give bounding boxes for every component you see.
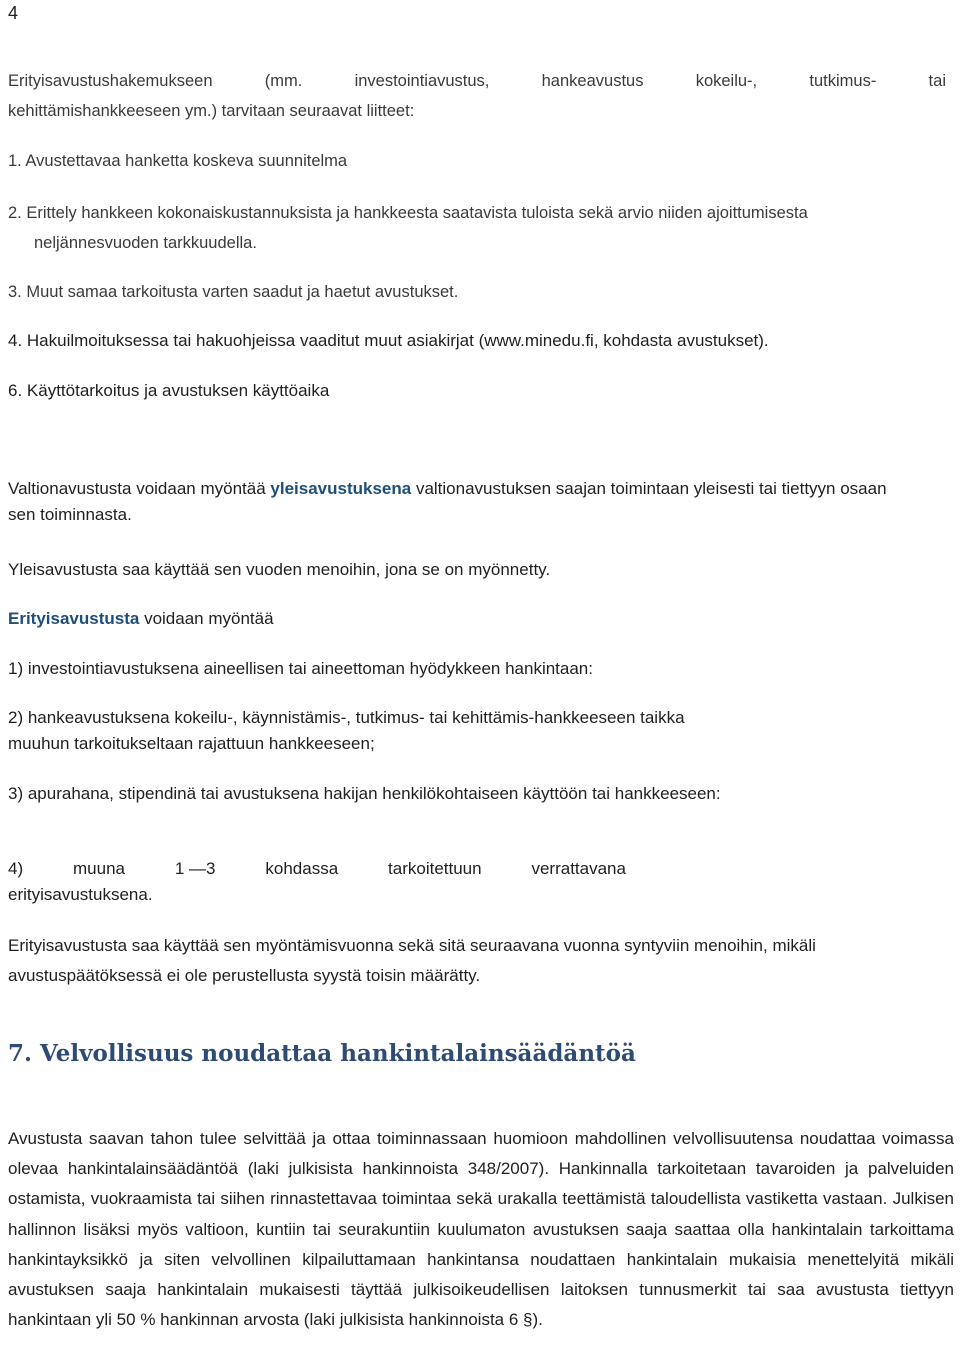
special-item-2: 2) hankeavustuksena kokeilu-, käynnistämis-, tutkimus- tai kehittämis-hankkeeseen taikka muuhun tarkoitukseltaan rajattuun hankkeeseen; xyxy=(8,708,685,753)
item4-word: tarkoitettuun xyxy=(388,859,482,878)
general-suffix: valtionavustuksen saajan toimintaan yleisesti tai tiettyyn osaan sen toiminnasta. xyxy=(8,479,887,524)
attachment-item-3: 3. Muut samaa tarkoitusta varten saadut ja haetut avustukset. xyxy=(8,283,459,301)
item4-word: muuna xyxy=(73,859,125,878)
general-grant-paragraph xyxy=(8,476,908,528)
special-item-3: 3) apurahana, stipendinä tai avustuksena hakijan henkilökohtaiseen käyttöön tai hankkeeseen: xyxy=(8,784,721,803)
special-item-4-tail: erityisavustuksena. xyxy=(8,885,153,904)
special-suffix: voidaan myöntää xyxy=(139,609,274,628)
general-term: yleisavustuksena xyxy=(270,479,412,498)
item4-word: 1 —3 xyxy=(174,859,216,878)
attachment-item-4: 4. Hakuilmoituksessa tai hakuohjeissa vaaditut muut asiakirjat (www.minedu.fi, kohdasta avustukset). xyxy=(8,331,769,350)
special-term: Erityisavustusta xyxy=(8,609,140,628)
special-usage: Erityisavustusta saa käyttää sen myöntämisvuonna sekä sitä seuraavana vuonna syntyviin menoihin, mikäli avustuspäätöksessä ei ole perustellusta syystä toisin määrätty. xyxy=(8,936,816,985)
section-7-heading: 7. Velvollisuus noudattaa hankintalainsäädäntöä xyxy=(8,1040,636,1067)
general-usage: Yleisavustusta saa käyttää sen vuoden menoihin, jona se on myönnetty. xyxy=(8,560,551,579)
section-7-paragraph: Avustusta saavan tahon tulee selvittää ja ottaa toiminnassaan huomioon mahdollinen velvollisuutensa noudattaa voimassa olevaa hankintalainsäädäntöä (laki julkisista hankinnoista 348/2007). Hankinnalla tarkoitetaan tavaroiden ja palveluiden ostamista, vuokraamista tai siihen rinnastettavaa toimintaa sekä urakalla teettämistä taloudellista vastiketta vastaan. Julkisen hallinnon lisäksi myös valtioon, kuntiin tai seurakuntiin kuulumaton avustuksen saaja saattaa olla hankintalain tarkoittama hankintayksikkö ja siten velvollinen kilpailuttamaan hankintansa noudattaen hankintalain mukaisia menettelyitä mikäli avustuksen saaja hankintalain mukaisesti täyttää julkisoikeudellisen laitoksen tunnusmerkit tai saa avustusta tiettyyn hankintaan yli 50 % hankinnan arvosta (laki julkisista hankinnoista 6 §). xyxy=(8,1129,954,1330)
intro-line-2: kehittämishankkeeseen ym.) tarvitaan seuraavat liitteet: xyxy=(8,102,415,120)
general-prefix: Valtionavustusta voidaan myöntää xyxy=(8,479,271,498)
item4-word: kohdassa xyxy=(265,859,339,878)
attachment-item-2-text: 2. Erittely hankkeen kokonaiskustannuksista ja hankkeesta saatavista tuloista sekä arvio niiden ajoittumisesta neljännesvuoden tarkkuudella. xyxy=(8,204,808,252)
section-6-title: 6. Käyttötarkoitus ja avustuksen käyttöaika xyxy=(8,381,330,400)
attachment-item-1: 1. Avustettavaa hanketta koskeva suunnitelma xyxy=(8,152,348,170)
special-item-4-row xyxy=(8,856,626,882)
special-item-1: 1) investointiavustuksena aineellisen tai aineettoman hyödykkeen hankintaan: xyxy=(8,659,593,678)
item4-word: 4) xyxy=(8,859,24,878)
special-item-4 xyxy=(8,856,626,908)
page-number: 4 xyxy=(8,3,19,23)
intro-line-1: Erityisavustushakemukseen (mm. investointiavustus, hankeavustus kokeilu-, tutkimus- tai xyxy=(8,72,946,90)
item4-word: verrattavana xyxy=(531,859,626,878)
attachment-item-2 xyxy=(8,198,848,258)
special-intro xyxy=(8,606,274,632)
